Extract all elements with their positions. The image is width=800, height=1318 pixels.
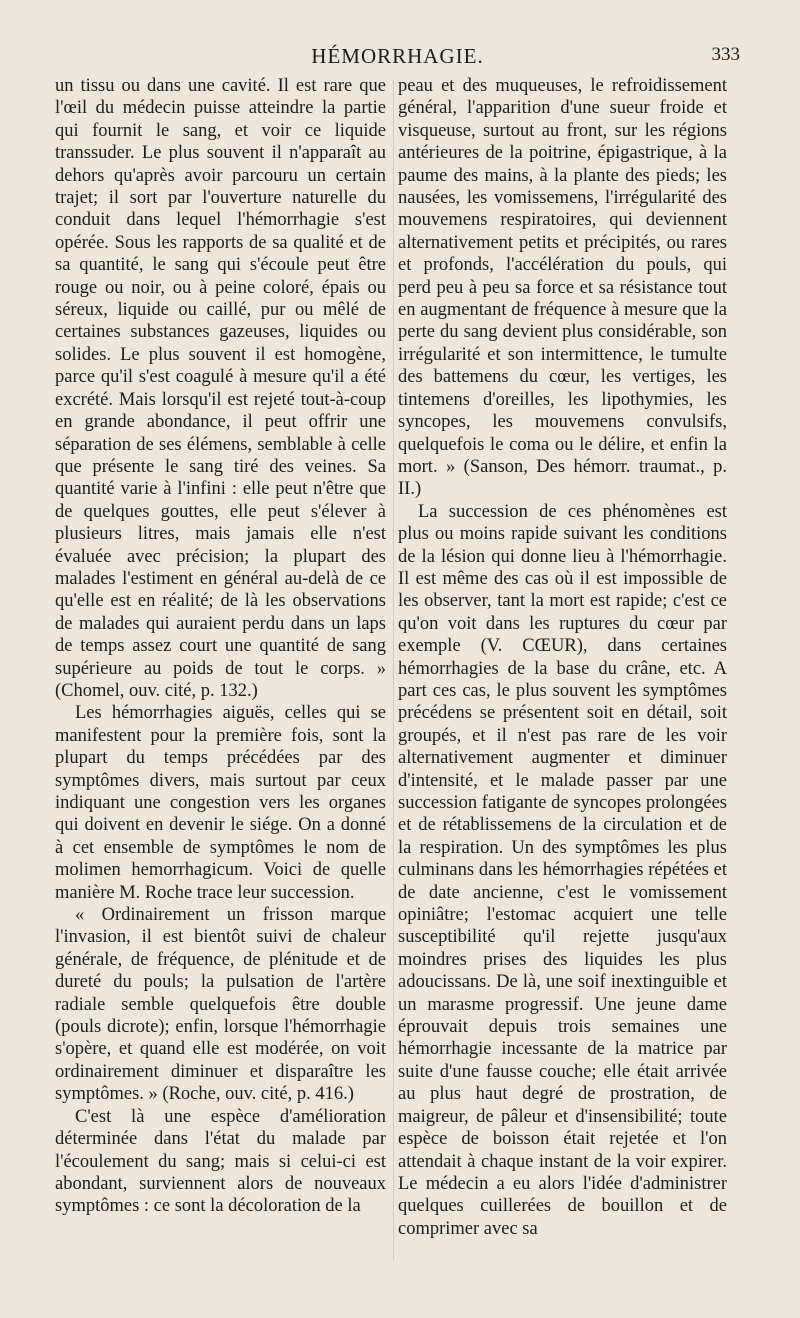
paragraph: Les hémorrhagies aiguës, celles qui se manifestent pour la première fois, sont la plupart du temps précédées par des symptômes divers, mais surtout par ceux indiquant une congestion vers les organes qui doivent en devenir le siége. On a donné à cet ensemble de symptômes le nom de molimen hemorrhagicum. Voici de quelle manière M. Roche trace leur succession.: [55, 703, 386, 903]
left-column: [55, 75, 386, 1218]
running-title: HÉMORRHAGIE.: [311, 44, 484, 68]
paragraph: peau et des muqueuses, le refroidissement général, l'apparition d'une sueur froide et visqueuse, surtout au front, sur les régions antérieures de la poitrine, épigastrique, à la paume des mains, à la plante des pieds; les nausées, les vomissemens, l'irrégularité des mouvemens respiratoires, qui deviennent alternativement petits et précipités, ou rares et profonds, l'accélération du pouls, qui perd peu à peu sa force et sa résistance tout en augmentant de fréquence à mesure que la perte du sang devient plus considérable, son irrégularité et son intermittence, le tumulte des battemens du cœur, les vertiges, les tintemens d'oreilles, les lipothymies, les syncopes, les mouvemens convulsifs, quelquefois le coma ou le délire, et enfin la mort. » (Sanson, Des hémorr. traumat., p. II.): [398, 76, 727, 500]
paragraph: C'est là une espèce d'amélioration déterminée dans l'état du malade par l'écoulement du sang; mais si celui-ci est abondant, surviennent alors de nouveaux symptômes : ce sont la décoloration de la: [55, 1106, 386, 1217]
paragraph: un tissu ou dans une cavité. Il est rare que l'œil du médecin puisse atteindre la partie qui fournit le sang, et voir ce liquide transsuder. Le plus souvent il n'apparaît au dehors qu'après avoir parcouru un certain trajet; il sort par l'ouverture naturelle du conduit dans lequel l'hémorrhagie s'est opérée. Sous les rapports de sa qualité et de sa quantité, le sang qui s'écoule peut être rouge ou noir, ou à peine coloré, épais ou séreux, liquide ou caillé, pur ou mêlé de certaines substances gazeuses, liquides ou solides. Le plus souvent il est homogène, parce qu'il s'est coagulé à mesure qu'il a été excrété. Mais lorsqu'il est rejeté tout-à-coup en grande abondance, il peut offrir une séparation de ses élémens, semblable à celle que présente le sang tiré des veines. Sa quantité varie à l'infini : elle peut n'être que de quelques gouttes, elle peut s'élever à plusieurs litres, mais jamais elle n'est évaluée avec précision; la plupart des malades l'estiment en général au-delà de ce qu'elle est en réalité; de là les observations de malades qui auraient perdu dans un laps de temps assez court une quantité de sang supérieure au poids de tout le corps. » (Chomel, ouv. cité, p. 132.): [55, 76, 386, 701]
paragraph: « Ordinairement un frisson marque l'invasion, il est bientôt suivi de chaleur générale, de fréquence, de plénitude et de dureté du pouls; la pulsation de l'artère radiale semble quelquefois être double (pouls dicrote); enfin, lorsque l'hémorrhagie s'opère, et quand elle est modérée, on voit ordinairement diminuer et disparaître les symptômes. » (Roche, ouv. cité, p. 416.): [55, 905, 386, 1105]
page-number: 333: [711, 44, 740, 65]
column-divider: [393, 80, 394, 1260]
right-column: [398, 75, 727, 1240]
paragraph: La succession de ces phénomènes est plus ou moins rapide suivant les conditions de la lésion qui donne lieu à l'hémorrhagie. Il est même des cas où il est impossible de les observer, tant la mort est rapide; c'est ce qu'on voit dans les ruptures du cœur par exemple (V. CŒUR), dans certaines hémorrhagies de la base du crâne, etc. A part ces cas, le plus souvent les symptômes précédens se présentent soit en détail, soit groupés, et il n'est pas rare de les voir alternativement augmenter et diminuer d'intensité, et le malade passer par une succession fatigante de syncopes prolongées et de rétablissemens de la circulation et de la respiration. Un des symptômes les plus culminans dans les hémorrhagies répétées et de date ancienne, c'est le vomissement opiniâtre; l'estomac acquiert une telle susceptibilité qu'il rejette jusqu'aux moindres prises des liquides les plus adoucissans. De là, une soif inextinguible et un marasme progressif. Une jeune dame éprouvait depuis trois semaines une hémorrhagie incessante de la matrice par suite d'une fausse couche; elle était arrivée au plus haut degré de prostration, de maigreur, de pâleur et d'insensibilité; toute espèce de boisson était rejetée et l'on attendait à chaque instant de la voir expirer. Le médecin a eu alors l'idée d'administrer quelques cuillerées de bouillon et de comprimer avec sa: [398, 501, 727, 1239]
page-header: [55, 44, 740, 74]
